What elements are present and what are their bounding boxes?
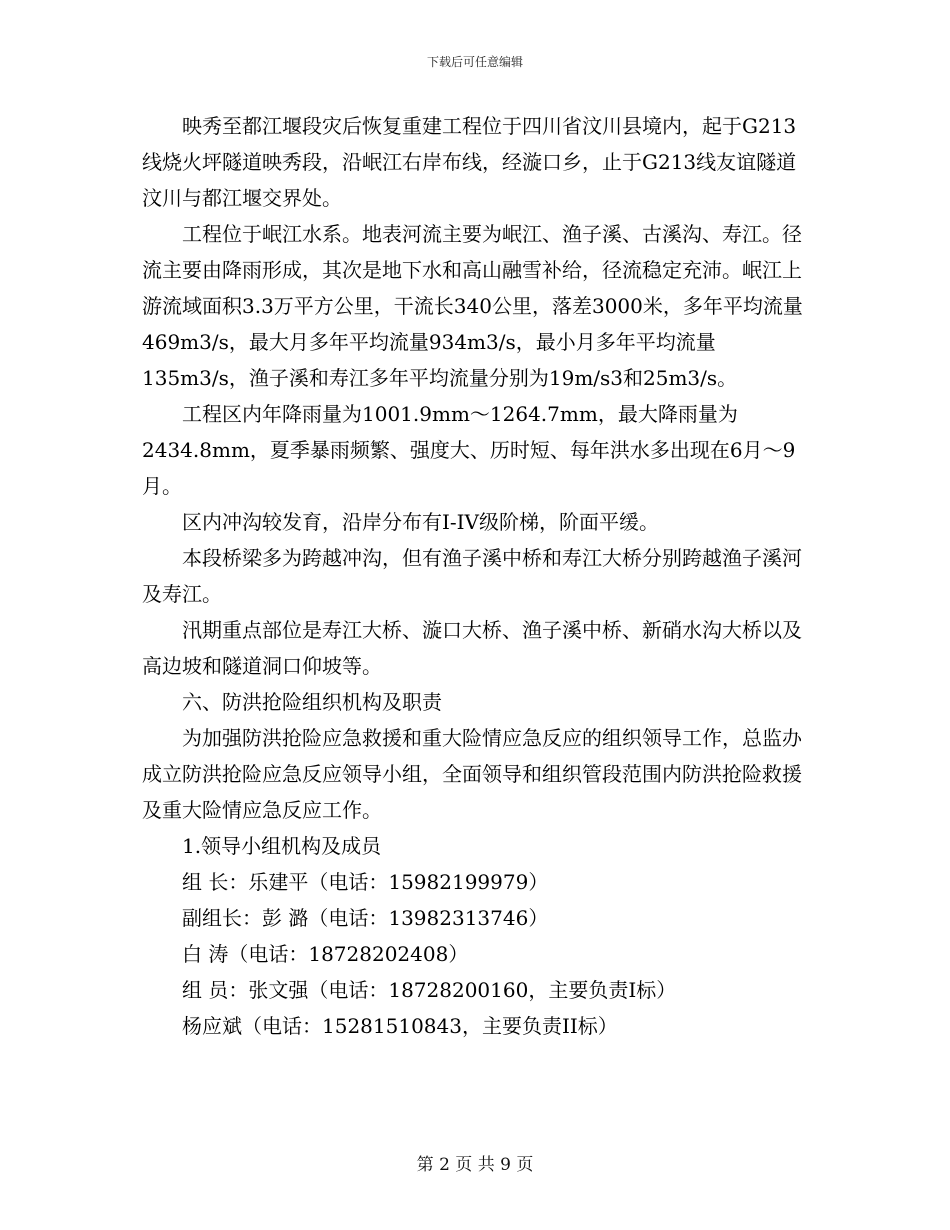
member-zhang-wenqiang: 组 员：张文强（电话：18728200160，主要负责I标）	[182, 978, 677, 1002]
paragraph-flood-key-sites: 汛期重点部位是寿江大桥、漩口大桥、渔子溪中桥、新硝水沟大桥以及高边坡和隧道洞口仰坡等。	[142, 618, 802, 678]
page-header: 下载后可任意编辑	[426, 55, 523, 69]
paragraph-project-location: 映秀至都江堰段灾后恢复重建工程位于四川省汶川县境内，起于G213线烧火坪隧道映秀段，沿岷江右岸布线，经漩口乡，止于G213线友谊隧道汶川与都江堰交界处。	[142, 114, 797, 210]
member-yang-yingbin: 杨应斌（电话：15281510843，主要负责II标）	[182, 1014, 618, 1038]
page-number: 第 2 页 共 9 页	[416, 1155, 534, 1175]
paragraph-hydrology: 工程位于岷江水系。地表河流主要为岷江、渔子溪、古溪沟、寿江。径流主要由降雨形成，其次是地下水和高山融雪补给，径流稳定充沛。岷江上游流域面积3.3万平方公里，干流长340公里，落差3000米，多年平均流量469m3/s，最大月多年平均流量934m3/s，最小月多年平均流量135m3/s，渔子溪和寿江多年平均流量分别为19m/s3和25m3/s。	[142, 222, 803, 390]
document-body	[142, 108, 810, 1044]
subsection-heading: 1.领导小组机构及成员	[182, 834, 382, 858]
paragraph-rainfall: 工程区内年降雨量为1001.9mm～1264.7mm，最大降雨量为2434.8mm，夏季暴雨频繁、强度大、历时短、每年洪水多出现在6月～9月。	[142, 402, 796, 498]
member-bai-tao: 白 涛（电话：18728202408）	[182, 942, 469, 966]
paragraph-organization: 为加强防洪抢险应急救援和重大险情应急反应的组织领导工作，总监办成立防洪抢险应急反应领导小组，全面领导和组织管段范围内防洪抢险救援及重大险情应急反应工作。	[142, 726, 802, 822]
paragraph-bridges: 本段桥梁多为跨越冲沟，但有渔子溪中桥和寿江大桥分别跨越渔子溪河及寿江。	[142, 546, 802, 606]
paragraph-terrain: 区内冲沟较发育，沿岸分布有I-IV级阶梯，阶面平缓。	[182, 510, 660, 534]
member-leader: 组 长：乐建平（电话：15982199979）	[182, 870, 549, 894]
section-heading: 六、防洪抢险组织机构及职责	[182, 690, 442, 714]
member-deputy-leader: 副组长：彭 潞（电话：13982313746）	[182, 906, 549, 930]
